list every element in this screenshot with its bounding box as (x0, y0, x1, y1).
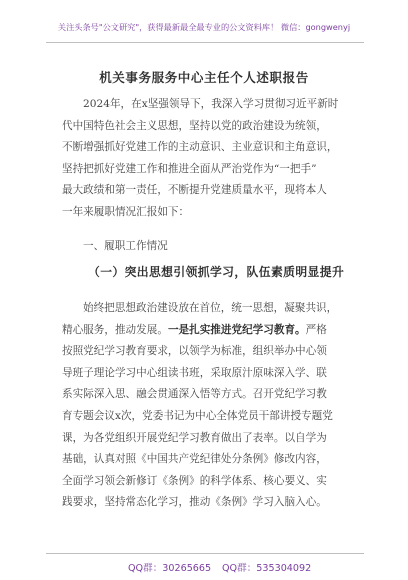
paragraph-line: 全面学习领会新修订《条例》的科学体系、核心要义、实 (62, 474, 327, 487)
subsection-heading: （一）突出思想引领抓学习，队伍素质明显提升 (88, 265, 345, 279)
paragraph-line: 坚持把抓好党建工作和推进全面从严治党作为“一把手” (62, 162, 317, 175)
intro-paragraph (62, 94, 352, 224)
paragraph-line: 代中国特色社会主义思想，坚持以党的政治建设为统领， (62, 119, 327, 132)
section-heading-text: 一、履职工作情况 (83, 240, 168, 252)
footer-qq-group-2: QQ群：535304092 (222, 563, 312, 574)
footer-qq-group-1: QQ群：30265665 (128, 563, 212, 574)
paragraph-line: 一年来履职情况汇报如下： (62, 205, 190, 218)
paragraph-line: 最大政绩和第一责任，不断提升党建质量水平，现将本人 (62, 184, 327, 197)
footer-divider (46, 553, 364, 554)
paragraph-line: 始终把思想政治建设放在首位，统一思想，凝聚共识， (83, 302, 338, 314)
paragraph-line: 践要求，坚持常态化学习，推动《条例》学习入脑入心。 (62, 496, 327, 509)
paragraph-line: 课，为各党组织开展党纪学习教育做出了表率。以自学为 (62, 431, 327, 444)
paragraph-line: 2024年，在x坚强领导下，我深入学习贯彻习近平新时 (83, 98, 339, 110)
document-title: 机关事务服务中心主任个人述职报告 (99, 70, 309, 85)
emphasis-text: 一是扎实推进党纪学习教育。 (167, 323, 306, 336)
body-paragraph (62, 298, 352, 514)
paragraph-line: 不断增强抓好党建工作的主动意识、主业意识和主角意识， (62, 141, 338, 154)
section-heading (62, 236, 352, 258)
paragraph-line: 育专题会议x次，党委书记为中心全体党员干部讲授专题党 (62, 409, 333, 422)
paragraph-line: 按照党纪学习教育要求，以领学为标准，组织举办中心领 (62, 345, 327, 358)
paragraph-line (62, 320, 352, 342)
paragraph-text: 精心服务，推动发展。 (62, 323, 168, 336)
paragraph-text: 严格 (305, 323, 327, 336)
header-divider (46, 42, 364, 43)
header-banner: 关注头条号"公文研究"，获得最新最全最专业的公文资料库！ 微信：gongwenyj (57, 22, 351, 32)
paragraph-line: 系实际深入思、融会贯通深入悟等方式。召开党纪学习教 (62, 388, 327, 401)
paragraph-line: 导班子理论学习中心组读书班，采取原汁原味深入学、联 (62, 366, 327, 379)
paragraph-line: 基础，认真对照《中国共产党纪律处分条例》修改内容， (62, 453, 327, 466)
